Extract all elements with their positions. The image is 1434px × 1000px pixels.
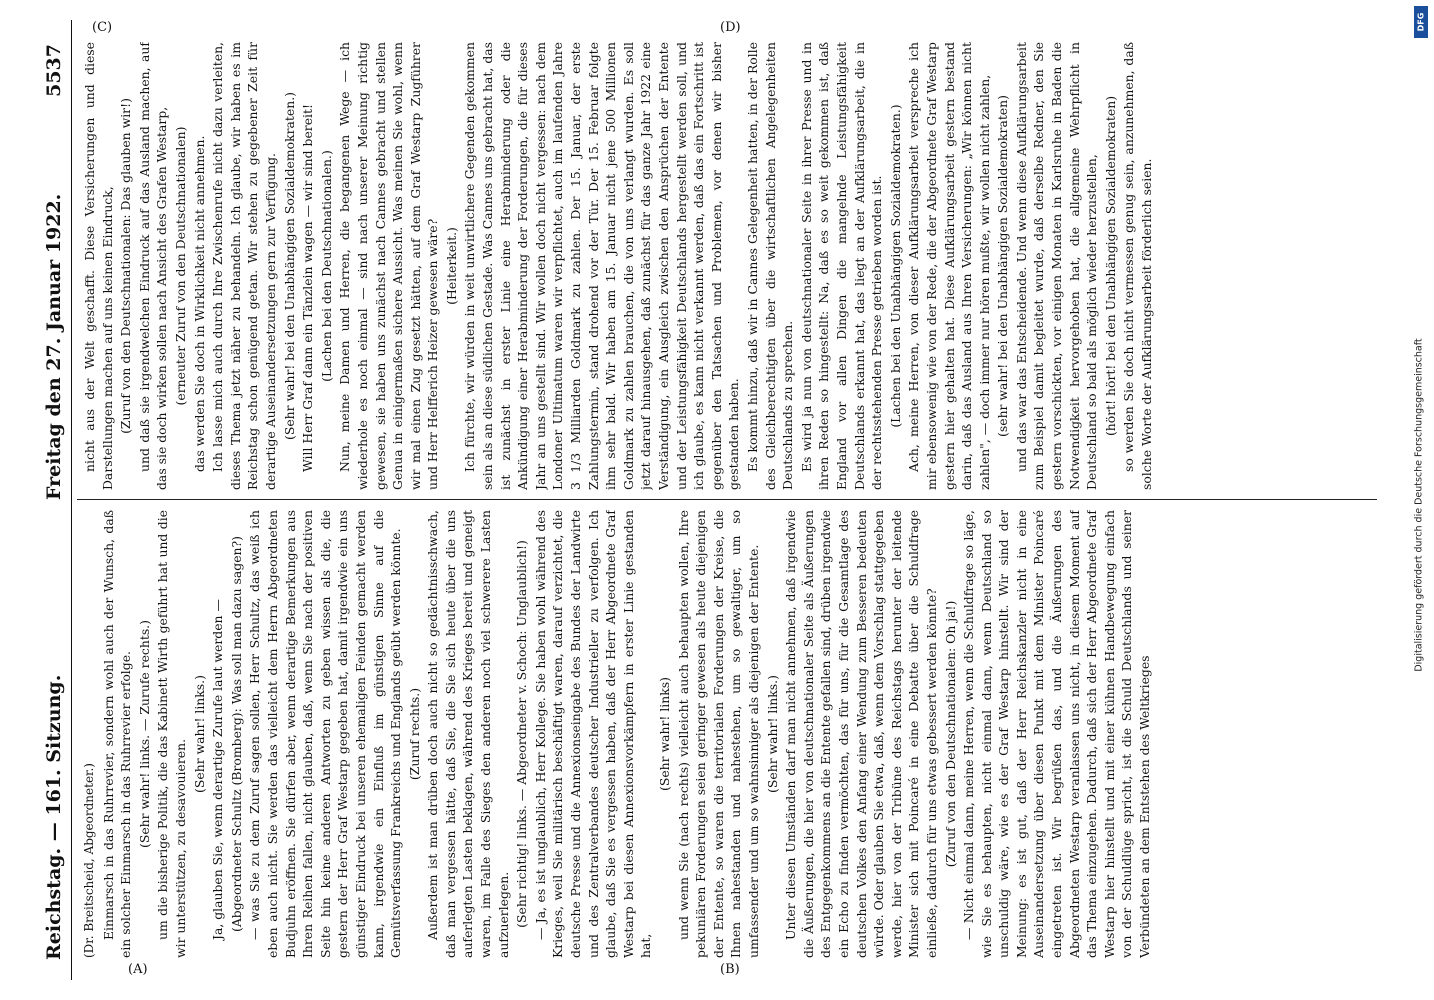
- marker-c: (C): [92, 20, 113, 35]
- paragraph: und wenn Sie (nach rechts) vielleicht auch behaupten wollen, Ihre pekuniären Forderungen seien geringer gewesen als heute diejenigen der Entente, so waren die territorialen Forderungen der Kreise, die Ihnen nahestanden und nahestehen, um so gewaltiger, um so umfassender und um so wahnsinniger als diejenigen der Entente.: [675, 510, 761, 958]
- interjection: (sehr wahr! bei den Unabhängigen Sozialdemokraten): [995, 95, 1011, 437]
- interjection: (Sehr richtig! links. — Abgeordneter v. Schoch: Unglaublich!): [514, 540, 530, 928]
- interjection: (Sehr wahr! links): [657, 677, 672, 791]
- interjection: (Sehr wahr! links.): [191, 675, 207, 793]
- marker-b: (B): [720, 962, 740, 977]
- left-column: [81, 510, 1381, 958]
- marker-d: (D): [720, 20, 741, 35]
- paragraph: — was Sie zu dem Zuruf sagen sollen, Herr Schultz, das weiß ich eben auch nicht. Sie werden das vielleicht dem Herrn Abgeordneten Budjuhn eröffnen. Sie dürfen aber, wenn derartige Bemerkungen aus Ihren Reihen fallen, nicht glauben, daß, wenn Sie nach der positiven Seite hin keine anderen Antworten zu geben wissen als die, die gestern der Herr Graf Westarp gegeben hat, damit irgendwie ein uns günstiger Eindruck bei unseren ehemaligen Feinden gemacht werden kann, irgendwie ein Einfluß im günstigen Sinne auf die Gemütsverfassung Frankreichs und Englands geübt werden könnte.: [247, 510, 404, 958]
- paragraph: Es kommt hinzu, daß wir in Cannes Gelegenheit hatten, in der Rolle des Gleichberechtigten über die wirtschaftlichen Angelegenheiten Deutschlands zu sprechen.: [744, 42, 796, 490]
- interjection: (Lachen bei den Deutschnationalen.): [318, 150, 334, 382]
- paragraph: Ja, glauben Sie, wenn derartige Zurufe laut werden —: [210, 599, 226, 940]
- paragraph: — Nicht einmal dann, meine Herren, wenn die Schuldfrage so läge, wie Sie es behaupten, nicht einmal dann, wenn Deutschland so unschuldig wäre, wie es der Graf Westarp hinstellt. Wir sind der Meinung: es ist gut, daß der Herr Reichskanzler nicht in eine Auseinandersetzung über diesen Punkt mit dem Minister Poincaré eingetreten ist. Wir begrüßen das, und die Äußerungen des Abgeordneten Westarp veranlassen uns nicht, in diesem Moment auf das Thema einzugehen. Dadurch, daß sich der Herr Abgeordnete Graf Westarp hier hinstellt und mit einer kühnen Handbewegung einfach von der Schuldlüge spricht, ist die Schuld Deutschlands und seiner Verbündeten an dem Entstehen des Weltkrieges: [961, 510, 1153, 958]
- rotated-page-content: [37, 20, 1397, 980]
- dfg-logo: DFG: [1414, 6, 1428, 38]
- paragraph: Einmarsch in das Ruhrrevier, sondern wohl auch der Wunsch, daß ein solcher Einmarsch in das Ruhrrevier erfolge.: [100, 510, 134, 958]
- paragraph: um die bisherige Politik, die das Kabinett Wirth geführt hat und die wir unterstützen, zu desavouieren.: [155, 510, 188, 958]
- paragraph: Ach, meine Herren, von dieser Aufklärungsarbeit verspreche ich mir ebensowenig wie von der Rede, die der Abgeordnete Graf Westarp gestern hier gehalten hat. Diese Aufklärungsarbeit gestern bestand darin, daß das Ausland aus Ihren Versicherungen: „Wir können nicht zahlen", — doch immer nur hören mußte, wir wollen nicht zahlen,: [906, 42, 992, 490]
- interjection: (Sehr wahr! links. — Zurufe rechts.): [136, 620, 152, 848]
- speaker-line: (Dr. Breitscheid, Abgeordneter.): [82, 763, 96, 958]
- paragraph: und daß sie irgendwelchen Eindruck auf das Ausland machen, auf das sie doch wirken sollen nach Ansicht des Grafen Westarp,: [136, 42, 170, 490]
- digitization-credit: Digitalisierung gefördert durch die Deutsche Forschungsgemeinschaft: [1413, 338, 1425, 672]
- column-divider: [77, 499, 1377, 500]
- paragraph: das werden Sie doch in Wirklichkeit nicht annehmen.: [191, 135, 207, 472]
- interjection: (Zuruf von den Deutschnationalen: Das glauben wir!): [118, 98, 134, 434]
- marker-a: (A): [128, 962, 148, 977]
- interjection: (Sehr wahr! bei den Unabhängigen Sozialdemokraten.): [281, 92, 297, 440]
- right-column: [81, 42, 1381, 490]
- interjection: (Abgeordneter Schultz (Bromberg): Was soll man dazu sagen?): [228, 535, 244, 933]
- paragraph: und das war das Entscheidende. Und wenn diese Aufklärungsarbeit zum Beispiel damit begleitet wurde, daß derselbe Redner, den Sie gestern vorschickten, vor einigen Monaten in Karlsruhe in Baden die Notwendigkeit hervorgehoben hat, die allgemeine Wehrpflicht in Deutschland so bald als möglich wieder herzustellen,: [1013, 42, 1100, 490]
- page-number: 5537: [43, 44, 65, 97]
- interjection: (hört! hört! bei den Unabhängigen Sozialdemokraten): [1102, 95, 1118, 437]
- paragraph: Ich lasse mich auch durch Ihre Zwischenrufe nicht dazu verleiten, dieses Thema jetzt näher zu behandeln. Ich glaube, wir haben es im Reichstag schon genügend getan. Wir stehen zu gegebener Zeit für derartige Auseinandersetzungen gern zur Verfügung.: [210, 42, 278, 490]
- header-left: Reichstag. — 161. Sitzung.: [43, 674, 65, 960]
- interjection: (Zuruf rechts.): [406, 687, 422, 781]
- paragraph: Nun, meine Damen und Herren, die begangenen Wege — ich wiederhole es noch einmal — sind nach unserer Meinung richtig gewesen, sie haben uns zunächst nach Cannes gebracht und stellen Genua in einigermaßen sichere Aussicht. Was meinen Sie wohl, wenn wir mal einen Zug gesetzt hätten, auf dem Graf Westarp Zugführer und Herr Helfferich Heizer gewesen wäre?: [337, 42, 441, 490]
- paragraph: so werden Sie doch nicht vermessen genug sein, anzunehmen, daß solche Worte der Aufklärungsarbeit förderlich seien.: [1121, 42, 1155, 490]
- paragraph: nicht aus der Welt geschafft. Diese Versicherungen und diese Darstellungen machen auf uns keinen Eindruck,: [82, 42, 115, 490]
- paragraph: Außerdem ist man drüben doch auch nicht so gedächtnisschwach, daß man vergessen hätte, daß Sie, die Sie sich heute über die uns auferlegten Lasten beklagen, während des Krieges bereit und geneigt waren, im Falle des Sieges den anderen noch viel schwerere Lasten aufzuerlegen.: [425, 510, 511, 958]
- page-header: [37, 20, 72, 980]
- interjection: (Sehr wahr! links.): [764, 675, 780, 793]
- paragraph: Unter diesen Umständen darf man nicht annehmen, daß irgendwie die Äußerungen, die hier von deutschnationaler Seite als Äußerungen des Entgegenkommens an die Entente gefallen sind, drüben irgendwie ein Echo zu finden vermöchten, das für uns, für die Gesamtlage des deutschen Volkes den Anfang einer Wendung zum Besseren bedeuten würde. Oder glauben Sie etwa, daß, wenn dem Vorschlag stattgegeben werde, hier von der Tribüne des Reichstags herunter der leitende Minister sich mit Poincaré in eine Debatte über die Schuldfrage einließe, dadurch für uns etwas gebessert werden könnte?: [783, 510, 939, 958]
- interjection: (Zuruf von den Deutschnationalen: Oh ja!): [942, 600, 958, 868]
- paragraph: — Ja, es ist unglaublich, Herr Kollege. Sie haben wohl während des Krieges, weil Sie militärisch beschäftigt waren, darauf verzichtet, die deutsche Presse und die Annexionseingabe des Bundes der Landwirte und des Zentralverbandes deutscher Industrieller zu verfolgen. Ich glaube, daß Sie es vergessen haben, daß der Herr Abgeordnete Graf Westarp bei diesen Annexionsvorkämpfern in erster Linie gestanden hat,: [532, 510, 654, 958]
- paragraph: Ich fürchte, wir würden in weit unwirtlichere Gegenden gekommen sein als an diese südlichen Gestade. Was Cannes uns gebracht hat, das ist zunächst in erster Linie eine Herabminderung oder die Ankündigung einer Herabminderung der Forderungen, die für dieses Jahr an uns gestellt sind. Wir wollen doch nicht vergessen: nach dem Londoner Ultimatum waren wir verpflichtet, auch im laufenden Jahre 3 1/3 Milliarden Goldmark zu zahlen. Der 15. Januar, der erste Zahlungstermin, stand drohend vor der Tür. Der 15. Februar folgte ihm sehr bald. Wir haben am 15. Januar nicht jene 500 Millionen Goldmark zu zahlen brauchen, die von uns verlangt wurden. Es soll jetzt darauf hinausgehen, daß zunächst für das ganze Jahr 1922 eine Verständigung, ein Ausgleich zwischen den Ansprüchen der Entente und der Leistungsfähigkeit Deutschlands hergestellt werden soll, und ich glaube, es kann nicht verkannt werden, daß das ein Fortschritt ist gegenüber den Tatsachen und Problemen, vor denen wir bisher gestanden haben.: [462, 42, 742, 490]
- header-center: Freitag den 27. Januar 1922.: [43, 193, 65, 500]
- paragraph: Will Herr Graf dann ein Tänzlein wagen — wir sind bereit!: [300, 104, 316, 472]
- paragraph: Es wird ja nun von deutschnationaler Seite in ihrer Presse und in ihren Reden so hingestellt: Na, daß es so weit gekommen ist, daß England vor allen Dingen die mangelnde Leistungsfähigkeit Deutschlands erkannt hat, das liegt an der Aufklärungsarbeit, die in der rechtsstehenden Presse getrieben worden ist.: [798, 42, 885, 490]
- interjection: (Heiterkeit.): [443, 227, 459, 305]
- interjection: (Lachen bei den Unabhängigen Sozialdemokraten.): [887, 104, 903, 428]
- interjection: (erneuter Zuruf von den Deutschnationalen): [172, 126, 188, 406]
